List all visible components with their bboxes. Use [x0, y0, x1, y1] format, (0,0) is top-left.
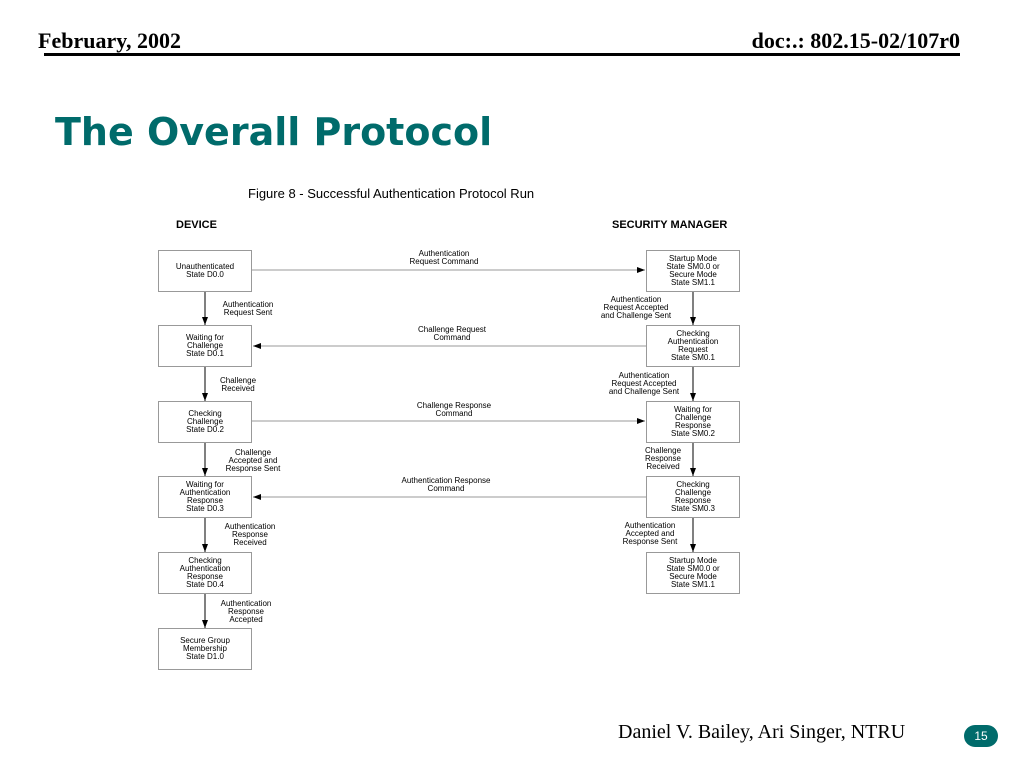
- sm-state-sm0-1: Checking Authentication Request State SM0.1: [646, 325, 740, 367]
- sm-transition-label: Authentication Request Accepted and Challenge Sent: [608, 371, 680, 396]
- figure-caption: Figure 8 - Successful Authentication Protocol Run: [248, 186, 535, 201]
- sm-transition-label: Authentication Request Accepted and Challenge Sent: [600, 295, 672, 320]
- message-label-challenge-response: Challenge Response Command: [416, 401, 492, 418]
- device-state-d0-2: Checking Challenge State D0.2: [158, 401, 252, 443]
- device-state-d0-4: Checking Authentication Response State D0.4: [158, 552, 252, 594]
- sm-state-startup: Startup Mode State SM0.0 or Secure Mode State SM1.1: [646, 250, 740, 292]
- device-state-d1-0: Secure Group Membership State D1.0: [158, 628, 252, 670]
- device-transition-label: Authentication Response Received: [224, 522, 276, 547]
- device-transition-label: Challenge Received: [219, 376, 257, 393]
- sm-state-sm0-2: Waiting for Challenge Response State SM0.2: [646, 401, 740, 443]
- security-manager-column-heading: SECURITY MANAGER: [612, 219, 728, 231]
- footer-author: Daniel V. Bailey, Ari Singer, NTRU: [618, 721, 906, 743]
- sm-state-sm0-3: Checking Challenge Response State SM0.3: [646, 476, 740, 518]
- device-transition-label: Authentication Request Sent: [222, 300, 274, 317]
- message-label-auth-request: Authentication Request Command: [409, 249, 479, 266]
- device-state-d0-3: Waiting for Authentication Response State D0.3: [158, 476, 252, 518]
- device-column-heading: DEVICE: [176, 219, 217, 231]
- device-state-d0-0: Unauthenticated State D0.0: [158, 250, 252, 292]
- page-number-badge: 15: [964, 725, 998, 747]
- message-label-auth-response: Authentication Response Command: [401, 476, 491, 493]
- device-transition-label: Challenge Accepted and Response Sent: [225, 448, 281, 473]
- sm-state-final: Startup Mode State SM0.0 or Secure Mode State SM1.1: [646, 552, 740, 594]
- message-label-challenge-request: Challenge Request Command: [417, 325, 487, 342]
- device-state-d0-1: Waiting for Challenge State D0.1: [158, 325, 252, 367]
- slide-title: The Overall Protocol: [55, 110, 493, 154]
- header-date: February, 2002: [38, 28, 181, 53]
- device-transition-label: Authentication Response Accepted: [220, 599, 272, 624]
- sm-transition-label: Challenge Response Received: [644, 446, 682, 471]
- header-doc-number: doc:.: 802.15-02/107r0: [751, 28, 960, 53]
- sm-transition-label: Authentication Accepted and Response Sent: [622, 521, 678, 546]
